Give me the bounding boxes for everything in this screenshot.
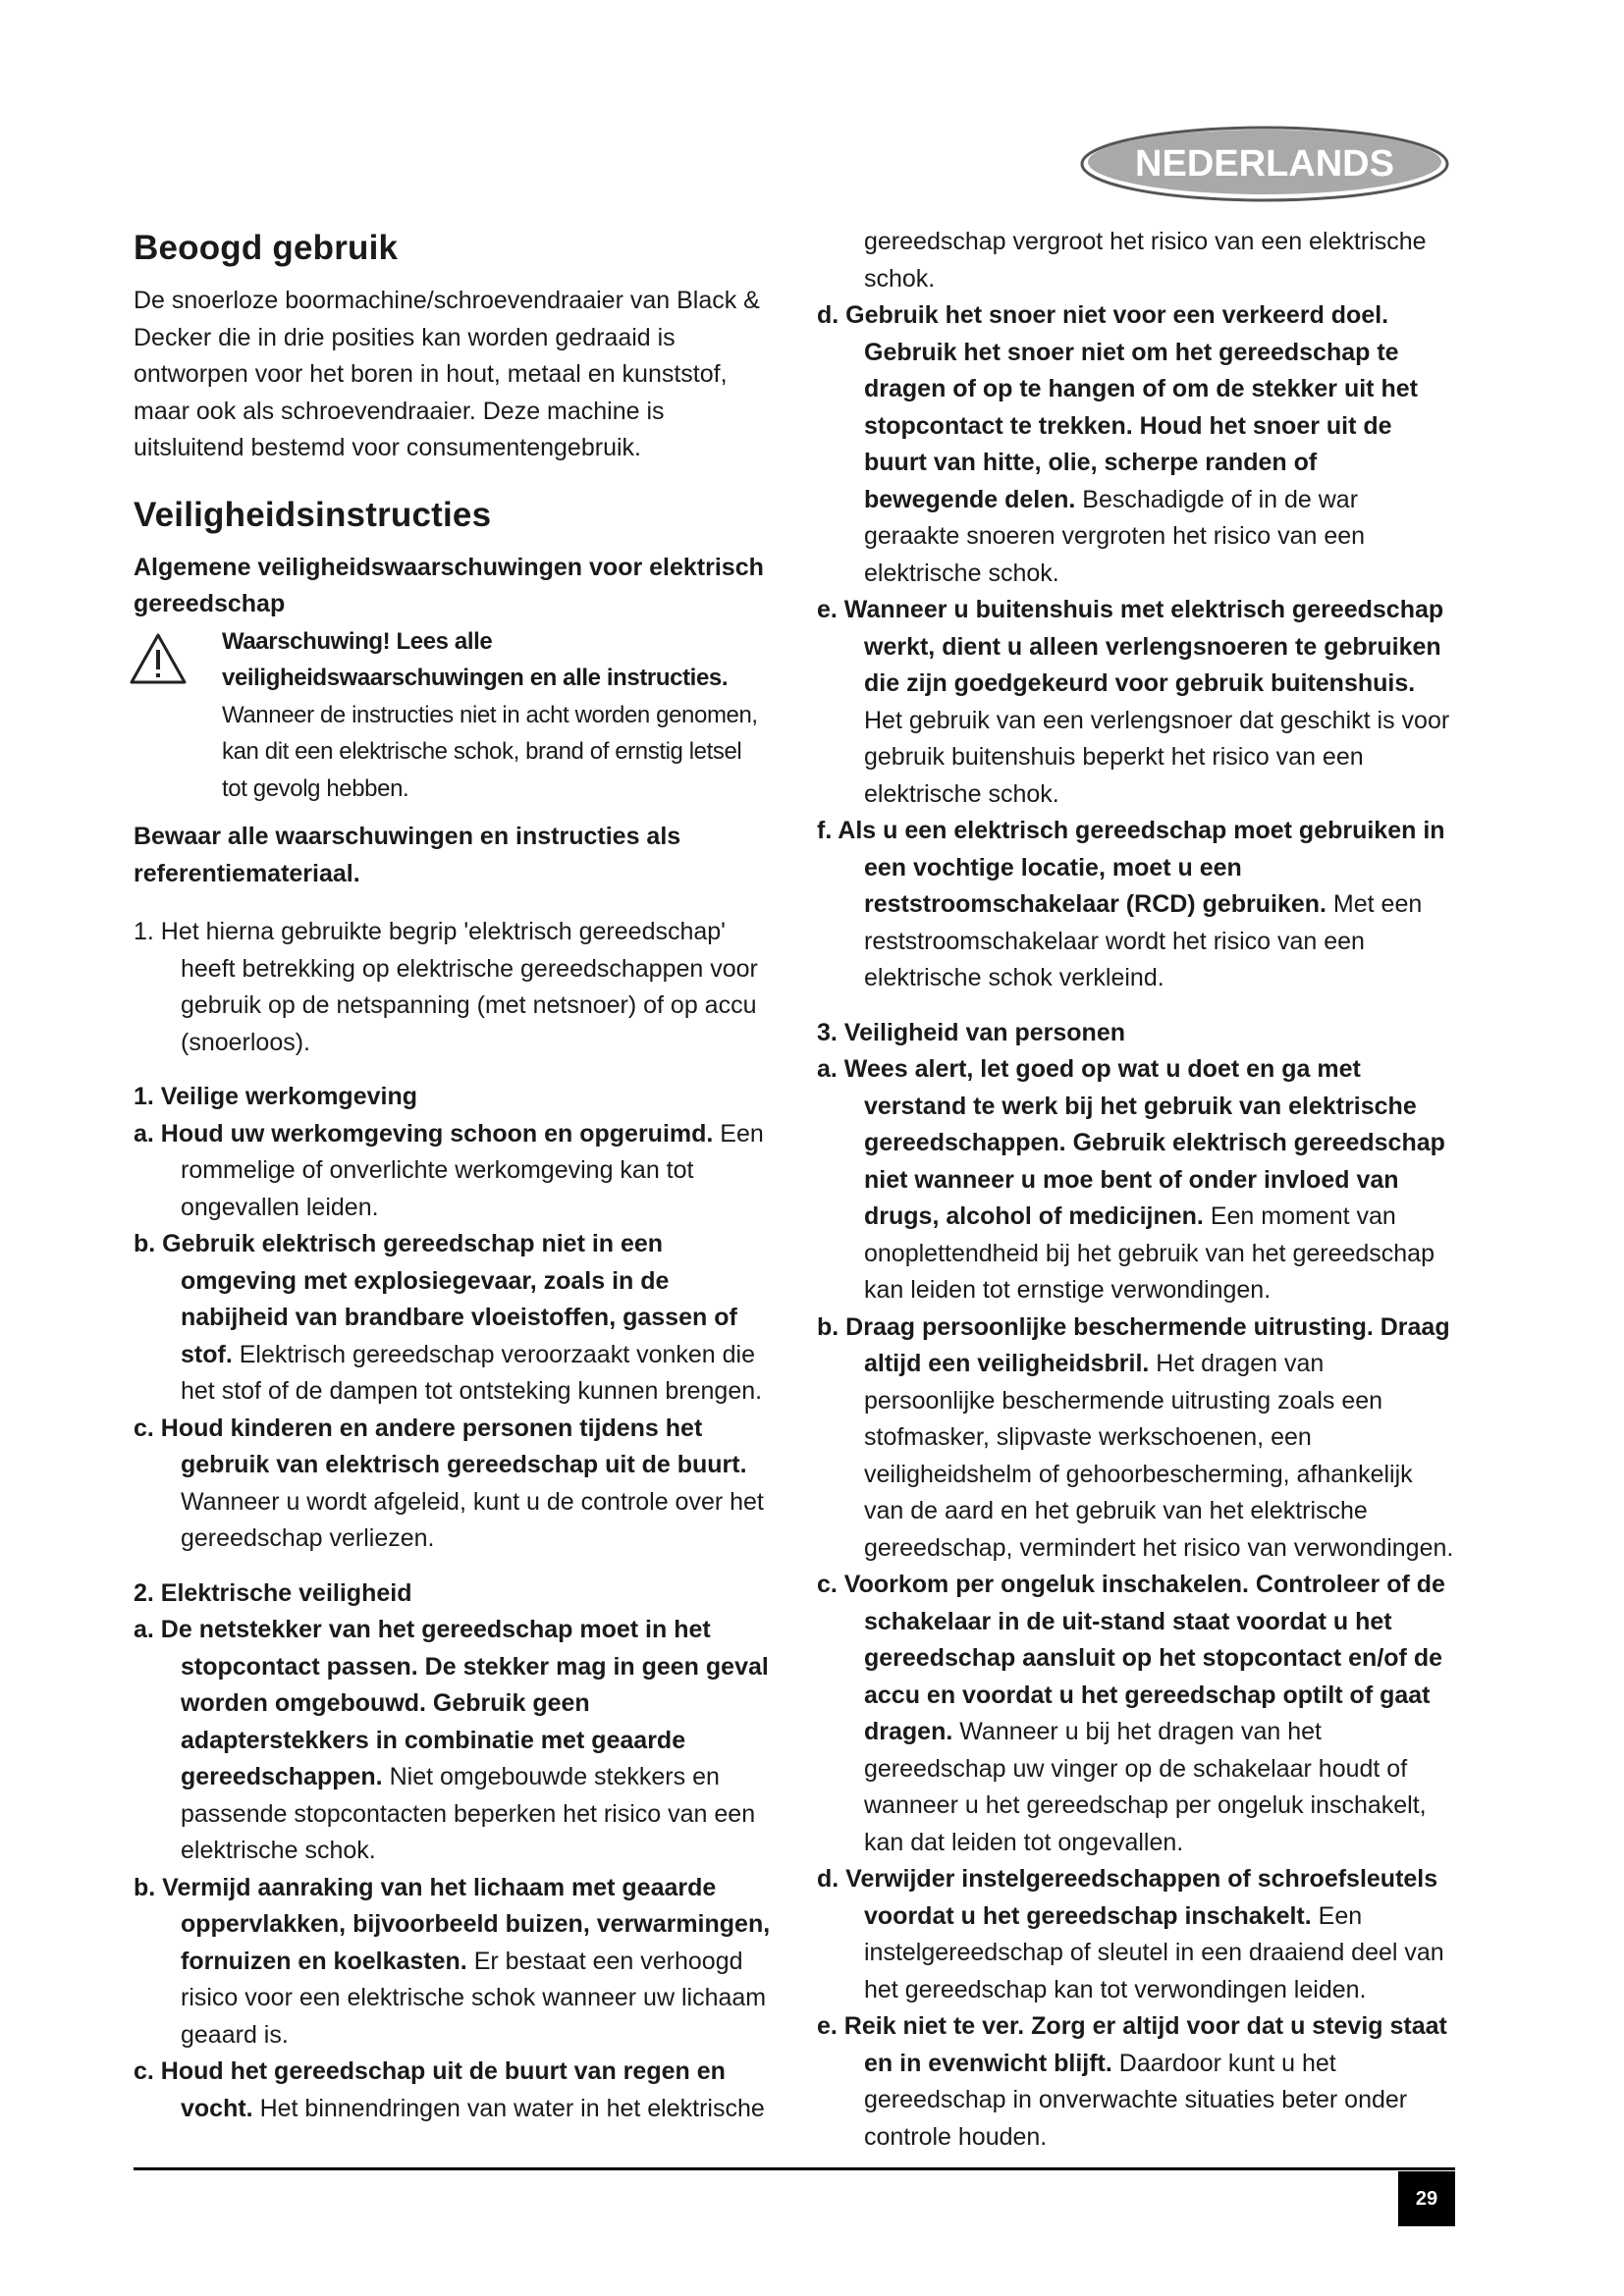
warning-triangle-icon (128, 631, 189, 686)
list-item: c. Houd het gereedschap uit de buurt van regen en vocht. Het binnendringen van water in het elektrische (134, 2057, 765, 2122)
list-item: d. Verwijder instelgereedschappen of schroefsleutels voordat u het gereedschap inschakelt. Een instelgereedschap of sleutel in een draaiend deel van het gereedschap kan tot verwondingen leiden. (817, 1865, 1444, 2003)
list-item: a. Houd uw werkomgeving schoon en opgeruimd. Een rommelige of onverlichte werkomgeving kan tot ongevallen leiden. (134, 1119, 764, 1221)
continued-text: gereedschap vergroot het risico van een elektrische schok. (864, 228, 1427, 293)
intended-use-text: De snoerloze boormachine/schroevendraaier van Black & Decker die in drie posities kan worden gedraaid is ontworpen voor het boren in hout, metaal en kunststof, maar ook als schroevendraaier. Deze machine is uitsluitend bestemd voor consumentengebruik. (134, 287, 760, 461)
definition-item: 1. Het hierna gebruikte begrip 'elektrisch gereedschap' heeft betrekking op elektrische gereedschappen voor gebruik op de netspanning (met netsnoer) of op accu (snoerloos). (134, 918, 758, 1056)
list-item: d. Gebruik het snoer niet voor een verkeerd doel. Gebruik het snoer niet om het gereedschap te dragen of op te hangen of om de stekker uit het stopcontact te trekken. Houd het snoer uit de buurt van hitte, olie, scherpe randen of bewegende delen. Beschadigde of in de war geraakte snoeren vergroten het risico van een elektrische schok. (817, 301, 1418, 587)
heading-intended-use: Beoogd gebruik (134, 229, 399, 267)
page-number: 29 (1398, 2171, 1455, 2226)
list-item: f. Als u een elektrisch gereedschap moet gebruiken in een vochtige locatie, moet u een reststroomschakelaar (RCD) gebruiken. Met een reststroomschakelaar wordt het risico van een elektrische schok verkleind. (817, 817, 1445, 991)
list-item: e. Wanneer u buitenshuis met elektrisch gereedschap werkt, dient u alleen verlengsnoeren te gebruiken die zijn goedgekeurd voor gebruik buitenshuis. Het gebruik van een verlengsnoer dat geschikt is voor gebruik buitenshuis beperkt het risico van een elektrische schok. (817, 596, 1450, 808)
section-personal-safety: 3. Veiligheid van personen (817, 1018, 1125, 1046)
list-item: b. Draag persoonlijke beschermende uitrusting. Draag altijd een veiligheidsbril. Het dragen van persoonlijke beschermende uitrusting zoals een stofmasker, slipvaste werkschoenen, een veiligheidshelm of gehoorbescherming, afhankelijk van de aard en het gebruik van het elektrische gereedschap, vermindert het risico van verwondingen. (817, 1312, 1454, 1562)
language-badge (1078, 123, 1453, 203)
general-warnings-heading: Algemene veiligheidswaarschuwingen voor elektrisch gereedschap (134, 553, 764, 617)
warning-text: Wanneer de instructies niet in acht worden genomen, kan dit een elektrische schok, brand of ernstig letsel tot gevolg hebben. (222, 701, 758, 802)
list-item: c. Houd kinderen en andere personen tijdens het gebruik van elektrisch gereedschap uit de buurt. Wanneer u wordt afgeleid, kunt u de controle over het gereedschap verliezen. (134, 1414, 764, 1552)
left-column (134, 224, 772, 2127)
list-item: a. De netstekker van het gereedschap moet in het stopcontact passen. De stekker mag in geen geval worden omgebouwd. Gebruik geen adapterstekkers in combinatie met geaarde gereedschappen. Niet omgebouwde stekkers en passende stopcontacten beperken het risico van een elektrische schok. (134, 1616, 769, 1864)
keep-instructions-text: Bewaar alle waarschuwingen en instructies als referentiemateriaal. (134, 823, 681, 887)
list-item: b. Vermijd aanraking van het lichaam met geaarde oppervlakken, bijvoorbeeld buizen, verwarmingen, fornuizen en koelkasten. Er bestaat een verhoogd risico voor een elektrische schok wanneer uw lichaam geaard is. (134, 1873, 771, 2049)
warning-block (134, 623, 772, 808)
language-badge-label: NEDERLANDS (1135, 143, 1394, 185)
footer-rule (134, 2167, 1455, 2170)
list-item: e. Reik niet te ver. Zorg er altijd voor dat u stevig staat en in evenwicht blijft. Daardoor kunt u het gereedschap in onverwachte situaties beter onder controle houden. (817, 2012, 1447, 2151)
heading-safety-instructions: Veiligheidsinstructies (134, 495, 492, 534)
warning-bold-text: Waarschuwing! Lees alle veiligheidswaarschuwingen en alle instructies. (222, 627, 729, 691)
section-electrical-safety: 2. Elektrische veiligheid (134, 1578, 412, 1607)
list-item: a. Wees alert, let goed op wat u doet en ga met verstand te werk bij het gebruik van elektrische gereedschappen. Gebruik elektrisch gereedschap niet wanneer u moe bent of onder invloed van drugs, alcohol of medicijnen. Een moment van onoplettendheid bij het gebruik van het gereedschap kan leiden tot ernstige verwondingen. (817, 1055, 1445, 1304)
right-column (817, 224, 1455, 2156)
section-work-area: 1. Veilige werkomgeving (134, 1083, 418, 1110)
list-item: c. Voorkom per ongeluk inschakelen. Controleer of de schakelaar in de uit-stand staat voordat u het gereedschap aansluit op het stopcontact en/of de accu en voordat u het gereedschap optilt of gaat dragen. Wanneer u bij het dragen van het gereedschap uw vinger op de schakelaar houdt of wanneer u het gereedschap per ongeluk inschakelt, kan dat leiden tot ongevallen. (817, 1571, 1445, 1856)
list-item: b. Gebruik elektrisch gereedschap niet in een omgeving met explosiegevaar, zoals in de nabijheid van brandbare vloeistoffen, gassen of stof. Elektrisch gereedschap veroorzaakt vonken die het stof of de dampen tot ontsteking kunnen brengen. (134, 1230, 763, 1405)
language-badge-shape (1078, 123, 1453, 203)
